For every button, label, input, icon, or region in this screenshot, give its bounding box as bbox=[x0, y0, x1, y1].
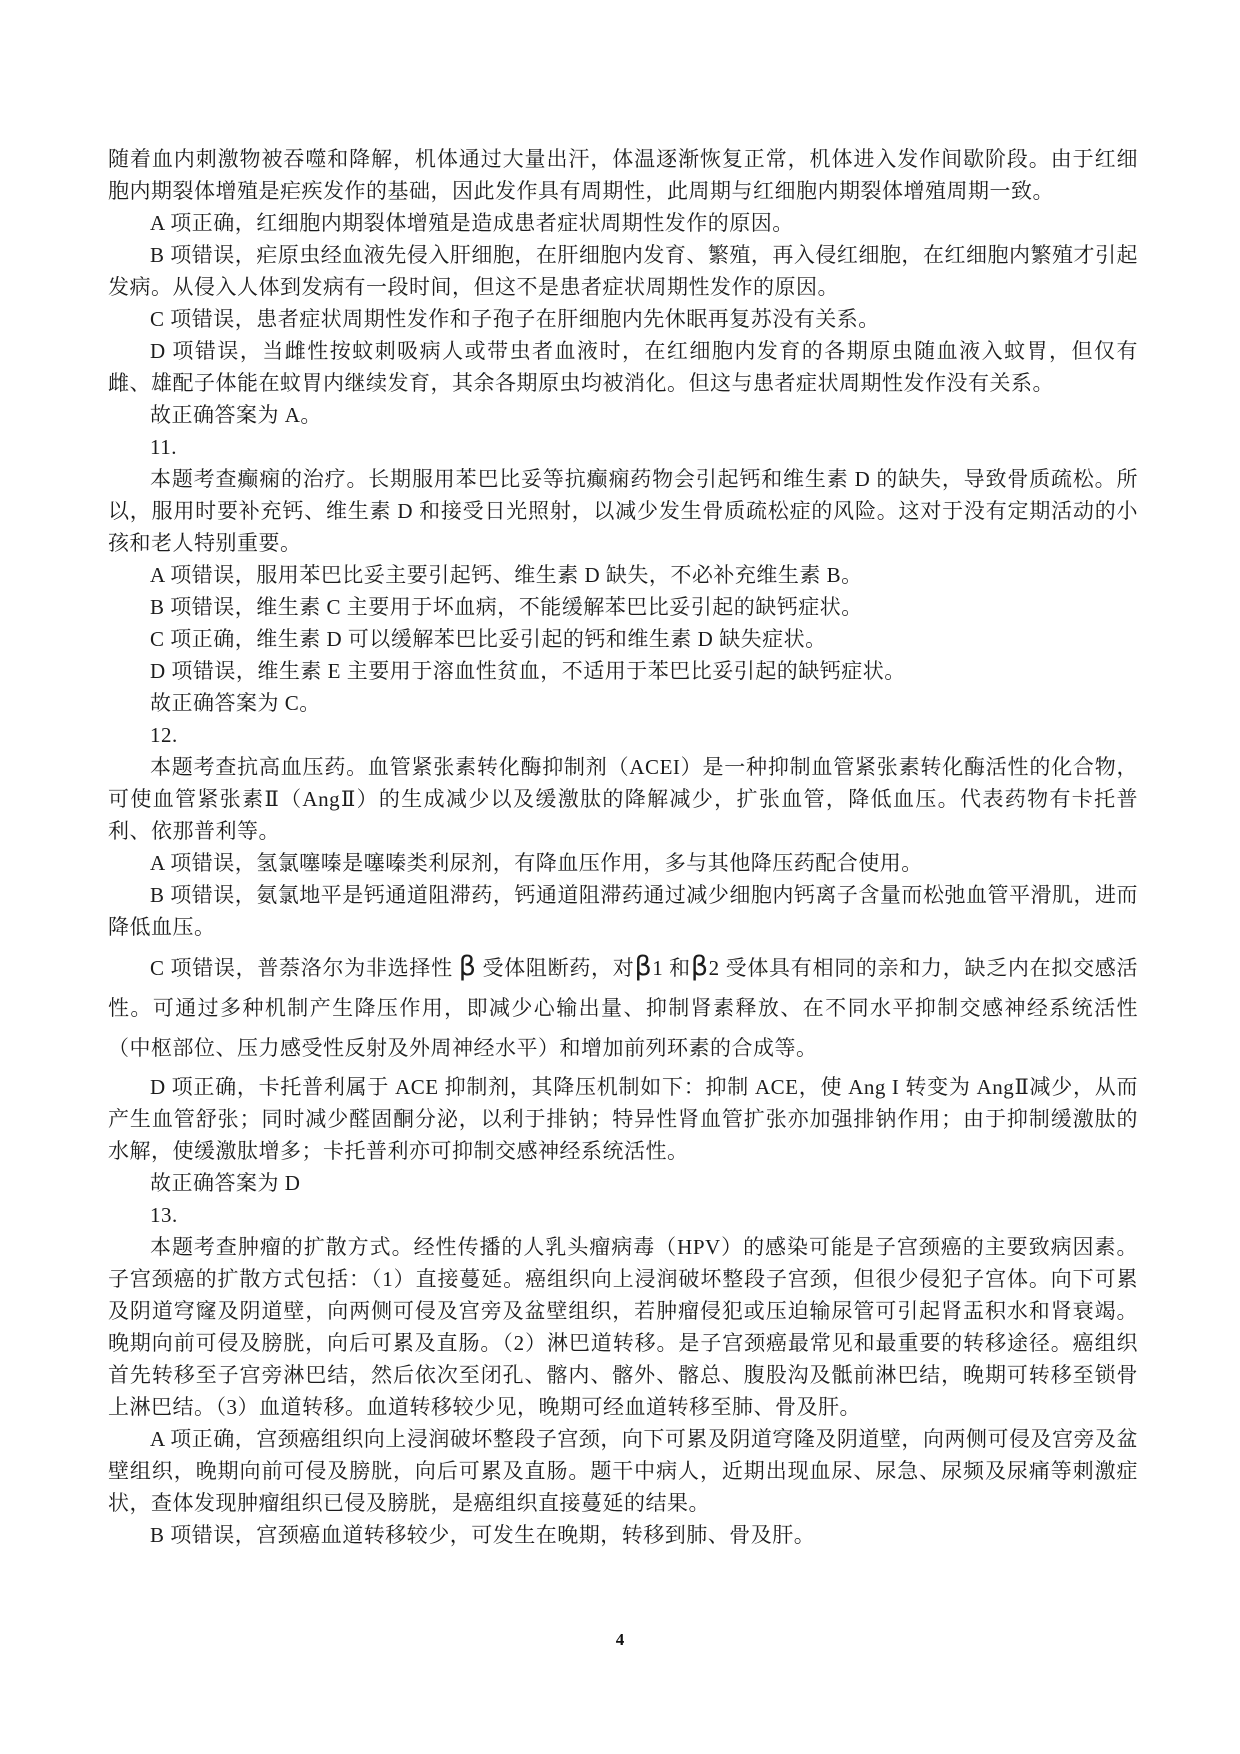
q12-option-b-analysis: B 项错误，氨氯地平是钙通道阻滞药，钙通道阻滞药通过减少细胞内钙离子含量而松弛血管平滑肌，进而降低血压。 bbox=[108, 883, 1138, 939]
q12-option-a-analysis: A 项错误，氢氯噻嗪是噻嗪类利尿剂，有降血压作用，多与其他降压药配合使用。 bbox=[150, 851, 923, 875]
q10-option-a-analysis: A 项正确，红细胞内期裂体增殖是造成患者症状周期性发作的原因。 bbox=[150, 211, 794, 235]
q10-answer: 故正确答案为 A。 bbox=[150, 403, 322, 427]
q11-option-c-analysis: C 项正确，维生素 D 可以缓解苯巴比妥引起的钙和维生素 D 缺失症状。 bbox=[150, 627, 827, 651]
q10-option-c-analysis: C 项错误，患者症状周期性发作和子孢子在肝细胞内先休眠再复苏没有关系。 bbox=[150, 307, 880, 331]
beta-symbol: β bbox=[634, 951, 653, 982]
q11-number: 11. bbox=[150, 435, 177, 459]
q11-analysis: 本题考查癫痫的治疗。长期服用苯巴比妥等抗癫痫药物会引起钙和维生素 D 的缺失，导致骨质疏松。所以，服用时要补充钙、维生素 D 和接受日光照射，以减少发生骨质疏松症的风险。这对于没有定期活动的小孩和老人特别重要。 bbox=[108, 467, 1138, 555]
q10-option-d-analysis: D 项错误，当雌性按蚊刺吸病人或带虫者血液时，在红细胞内发育的各期原虫随血液入蚊胃，但仅有雌、雄配子体能在蚊胃内继续发育，其余各期原虫均被消化。但这与患者症状周期性发作没有关系。 bbox=[108, 339, 1138, 395]
q13-number: 13. bbox=[150, 1203, 178, 1227]
beta-symbol: β bbox=[458, 951, 477, 982]
q11-option-d-analysis: D 项错误，维生素 E 主要用于溶血性贫血，不适用于苯巴比妥引起的缺钙症状。 bbox=[150, 659, 906, 683]
q12-answer: 故正确答案为 D bbox=[150, 1171, 301, 1195]
q11-option-a-analysis: A 项错误，服用苯巴比妥主要引起钙、维生素 D 缺失，不必补充维生素 B。 bbox=[150, 563, 863, 587]
q12-number: 12. bbox=[150, 723, 178, 747]
q13-option-a-analysis: A 项正确，宫颈癌组织向上浸润破坏整段子宫颈，向下可累及阴道穹隆及阴道壁，向两侧可侵及宫旁及盆壁组织，晚期向前可侵及膀胱，向后可累及直肠。题干中病人，近期出现血尿、尿急、尿频及尿痛等刺激症状，查体发现肿瘤组织已侵及膀胱，是癌组织直接蔓延的结果。 bbox=[108, 1427, 1138, 1515]
q12-option-d-analysis: D 项正确，卡托普利属于 ACE 抑制剂，其降压机制如下：抑制 ACE，使 Ang I 转变为 AngⅡ减少，从而产生血管舒张；同时减少醛固酮分泌，以利于排钠；特异性肾血管扩张亦加强排钠作用；由于抑制缓激肽的水解，使缓激肽增多；卡托普利亦可抑制交感神经系统活性。 bbox=[108, 1075, 1138, 1163]
q10-option-b-analysis: B 项错误，疟原虫经血液先侵入肝细胞，在肝细胞内发育、繁殖，再入侵红细胞，在红细胞内繁殖才引起发病。从侵入人体到发病有一段时间，但这不是患者症状周期性发作的原因。 bbox=[108, 243, 1138, 299]
page-number: 4 bbox=[615, 1630, 625, 1649]
q12-option-c-analysis: C 项错误，普萘洛尔为非选择性 β 受体阻断药，对β1 和β2 受体具有相同的亲和力，缺乏内在拟交感活性。可通过多种机制产生降压作用，即减少心输出量、抑制肾素释放、在不同水平抑制交感神经系统活性（中枢部位、压力感受性反射及外周神经水平）和增加前列环素的合成等。 bbox=[108, 951, 1139, 1060]
q13-analysis: 本题考查肿瘤的扩散方式。经性传播的人乳头瘤病毒（HPV）的感染可能是子宫颈癌的主要致病因素。子宫颈癌的扩散方式包括：（1）直接蔓延。癌组织向上浸润破坏整段子宫颈，但很少侵犯子宫体。向下可累及阴道穹窿及阴道壁，向两侧可侵及宫旁及盆壁组织，若肿瘤侵犯或压迫输尿管可引起肾盂积水和肾衰竭。晚期向前可侵及膀胱，向后可累及直肠。（2）淋巴道转移。是子宫颈癌最常见和最重要的转移途径。癌组织首先转移至子宫旁淋巴结，然后依次至闭孔、髂内、髂外、髂总、腹股沟及骶前淋巴结，晚期可转移至锁骨上淋巴结。（3）血道转移。血道转移较少见，晚期可经血道转移至肺、骨及肝。 bbox=[108, 1235, 1138, 1419]
document-body bbox=[108, 143, 1138, 1551]
q11-answer: 故正确答案为 C。 bbox=[150, 691, 321, 715]
q12-analysis: 本题考查抗高血压药。血管紧张素转化酶抑制剂（ACEI）是一种抑制血管紧张素转化酶活性的化合物，可使血管紧张素Ⅱ（AngⅡ）的生成减少以及缓激肽的降解减少，扩张血管，降低血压。代表药物有卡托普利、依那普利等。 bbox=[108, 755, 1138, 843]
beta-symbol: β bbox=[690, 951, 709, 982]
q10-analysis-continuation: 随着血内刺激物被吞噬和降解，机体通过大量出汗，体温逐渐恢复正常，机体进入发作间歇阶段。由于红细胞内期裂体增殖是疟疾发作的基础，因此发作具有周期性，此周期与红细胞内期裂体增殖周期一致。 bbox=[108, 147, 1138, 203]
q11-option-b-analysis: B 项错误，维生素 C 主要用于坏血病，不能缓解苯巴比妥引起的缺钙症状。 bbox=[150, 595, 863, 619]
q13-option-b-analysis: B 项错误，宫颈癌血道转移较少，可发生在晚期，转移到肺、骨及肝。 bbox=[150, 1523, 816, 1547]
